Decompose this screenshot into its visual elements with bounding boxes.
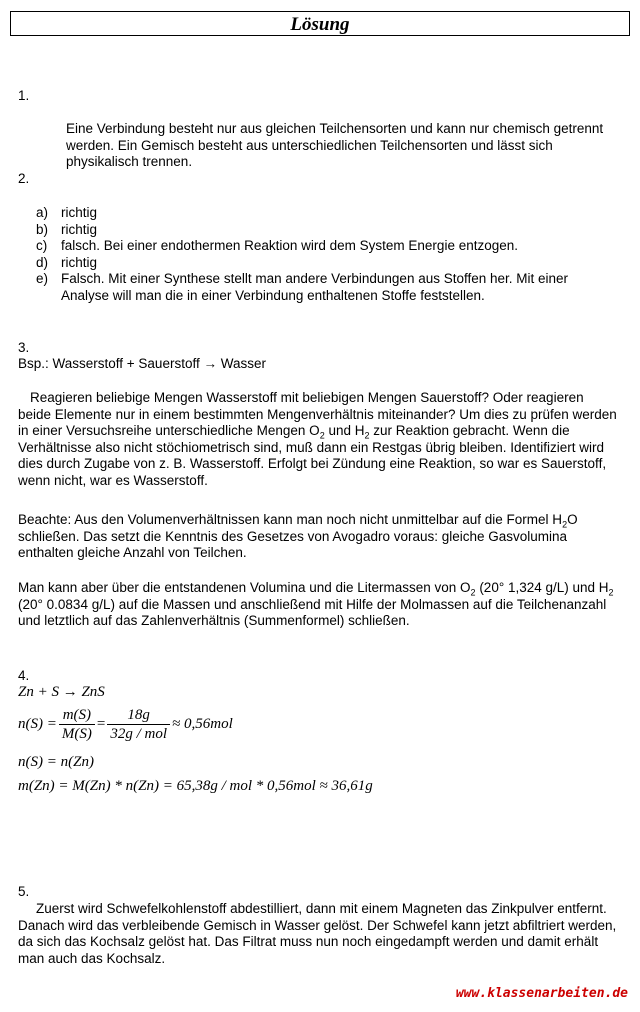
list-label: b) <box>36 221 49 237</box>
subscript: 2 <box>319 430 325 441</box>
q5-number: 5. <box>18 884 30 899</box>
list-text: richtig <box>61 254 98 270</box>
text-run: (20° 0.0834 g/L) auf die Massen und anschließend mit Hilfe der Molmassen auf die Teilchenanzahl und letztlich auf das Zahlenverhältnis (Summenformel) schließen. <box>18 596 607 628</box>
equals-sign: = <box>96 716 106 733</box>
list-item <box>36 271 616 304</box>
q2-list <box>36 205 616 304</box>
q3-paragraph-1 <box>18 390 618 489</box>
text-run: (20° 1,324 g/L) und H <box>475 580 609 595</box>
fraction-numerator: m(S) <box>59 706 95 725</box>
equation-reaction: Zn + S → ZnS <box>18 684 105 700</box>
list-text: Falsch. Mit einer Synthese stellt man andere Verbindungen aus Stoffen her. Mit einer Analyse will man die in einer Verbindung enthaltenen Stoffe feststellen. <box>61 271 569 303</box>
q3-paragraph-2 <box>18 512 618 562</box>
page-title: Lösung <box>290 14 350 35</box>
text-run: zur Reaktion gebracht. Wenn die Verhältnisse also nicht stöchiometrisch sind, muß dann ein Restgas übrig bleiben. Identifiziert wird dies durch Zugabe von z. B. Wasserstoff. Erfolgt bei Zündung eine Reaktion, so war es Sauerstoff, wenn nicht, war es Wasserstoff. <box>18 423 607 488</box>
list-text: richtig <box>61 205 98 220</box>
fraction-values <box>107 706 170 743</box>
subscript: 2 <box>608 587 614 598</box>
fraction-numerator: 18g <box>107 706 170 725</box>
list-label: d) <box>36 254 49 270</box>
list-label: e) <box>36 271 49 286</box>
q2-number: 2. <box>18 171 30 186</box>
subscript: 2 <box>364 430 370 441</box>
q3-number: 3. <box>18 340 30 355</box>
fraction-mass-molar <box>59 706 95 743</box>
text-run: und H <box>324 423 365 438</box>
q3-example: Bsp.: Wasserstoff + Sauerstoff → Wasser <box>18 356 266 371</box>
list-label: a) <box>36 205 49 220</box>
text-run: Man kann aber über die entstandenen Volumina und die Litermassen von O <box>18 580 471 595</box>
fraction-denominator: 32g / mol <box>110 726 168 742</box>
equation-result: ≈ 0,56mol <box>172 716 233 733</box>
list-item <box>36 238 616 255</box>
title-box <box>10 11 630 36</box>
list-item <box>36 222 616 239</box>
text-run: Beachte: Aus den Volumenverhältnissen kann man noch nicht unmittelbar auf die Formel H <box>18 512 563 527</box>
equation-mass: m(Zn) = M(Zn) * n(Zn) = 65,38g / mol * 0,56mol ≈ 36,61g <box>18 778 373 794</box>
fraction-denominator: M(S) <box>61 726 92 742</box>
q5-text: Zuerst wird Schwefelkohlenstoff abdestilliert, dann mit einem Magneten das Zinkpulver entfernt. Danach wird das verbleibende Gemisch in Wasser gelöst. Der Schwefel kann jetzt abfiltriert werden, da sich das Kochsalz gelöst hat. Das Filtrat muss nun noch eingedampft werden und damit erhält man auch das Kochsalz. <box>18 901 617 966</box>
equation-equality: n(S) = n(Zn) <box>18 754 94 770</box>
equation-lhs: n(S) = <box>18 716 57 733</box>
list-label: c) <box>36 238 48 253</box>
subscript: 2 <box>562 519 568 530</box>
text-run: Reagieren beliebige Mengen Wasserstoff mit beliebigen Mengen Sauerstoff? Oder reagieren beide Elemente nur in einem bestimmten Mengenverhältnis miteinander? Um dies zu prüfen werden in einer Versuchsreihe unterschiedliche Mengen O <box>18 390 617 438</box>
subscript: 2 <box>470 587 476 598</box>
text-run: O schließen. Das setzt die Kenntnis des Gesetzes von Avogadro voraus: gleiche Gasvolumina enthalten gleiche Anzahl von Teilchen. <box>18 512 578 560</box>
list-item <box>36 255 616 272</box>
equation-amount <box>18 706 233 743</box>
list-item <box>36 205 616 222</box>
q1-number: 1. <box>18 88 30 103</box>
footer-watermark: www.klassenarbeiten.de <box>455 985 628 1001</box>
q4-number: 4. <box>18 668 30 683</box>
q1-text: Eine Verbindung besteht nur aus gleichen Teilchensorten und kann nur chemisch getrennt werden. Ein Gemisch besteht aus unterschiedlichen Teilchensorten und lässt sich physikalisch trennen. <box>66 121 604 169</box>
list-text: falsch. Bei einer endothermen Reaktion wird dem System Energie entzogen. <box>61 238 518 253</box>
list-text: richtig <box>61 221 98 237</box>
q3-paragraph-3 <box>18 580 618 630</box>
